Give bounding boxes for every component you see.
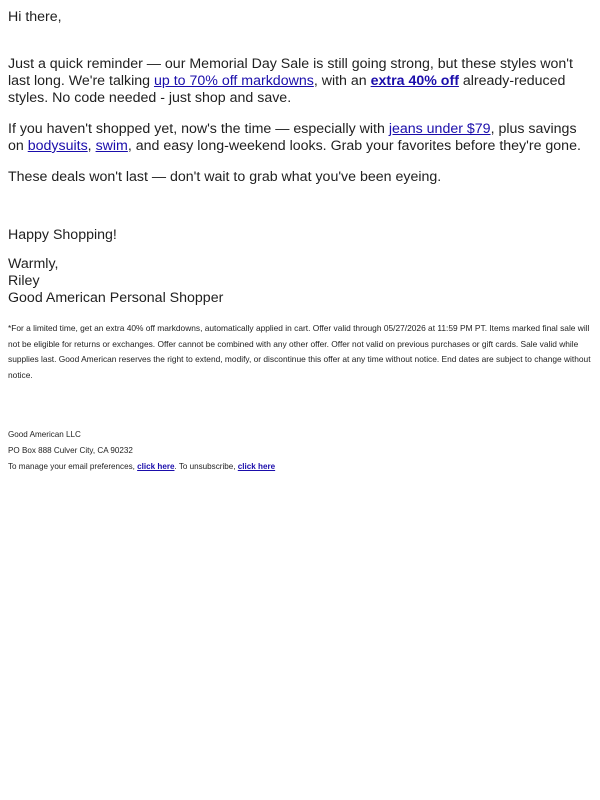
paragraph-text: Just a quick reminder — our Memorial Day Sale is still going strong, but these styles won't last long. We're talking bbox=[8, 56, 573, 89]
urgency-paragraph: These deals won't last — don't wait to grab what you've been eyeing. bbox=[8, 169, 442, 185]
greeting: Hi there, bbox=[8, 9, 62, 25]
paragraph-text: already-reduced styles. No code needed - just shop and save. bbox=[8, 73, 566, 106]
bodysuits-link[interactable]: bodysuits bbox=[27, 138, 88, 154]
jeans-link[interactable]: jeans under $79 bbox=[388, 121, 491, 137]
signer-name: Riley bbox=[8, 273, 40, 289]
footer-address: PO Box 888 Culver City, CA 90232 bbox=[8, 445, 133, 455]
shop-now-paragraph bbox=[8, 121, 592, 155]
markdowns-link[interactable]: up to 70% off markdowns bbox=[153, 73, 314, 89]
paragraph-text: , bbox=[87, 138, 96, 154]
paragraph-text: , and easy long-weekend looks. Grab your favorites before they're gone. bbox=[127, 138, 581, 154]
swim-link[interactable]: swim bbox=[95, 138, 128, 154]
footer bbox=[8, 427, 592, 474]
happy-shopping: Happy Shopping! bbox=[8, 227, 117, 243]
footer-text: To manage your email preferences, bbox=[8, 461, 138, 471]
paragraph-text: , plus savings on bbox=[8, 121, 577, 154]
signer-title: Good American Personal Shopper bbox=[8, 290, 224, 306]
paragraph-text: , with an bbox=[313, 73, 371, 89]
extra-40-off-link[interactable]: extra 40% off bbox=[370, 73, 459, 89]
paragraph-text: If you haven't shopped yet, now's the time — especially with bbox=[8, 121, 389, 137]
footer-text: . To unsubscribe, bbox=[174, 461, 238, 471]
footer-preferences bbox=[8, 459, 592, 475]
signoff-line: Warmly, bbox=[8, 256, 59, 272]
sale-reminder-paragraph bbox=[8, 56, 592, 107]
unsubscribe-link[interactable]: click here bbox=[237, 461, 276, 471]
email-body bbox=[8, 9, 592, 474]
manage-preferences-link[interactable]: click here bbox=[137, 461, 175, 471]
offer-disclaimer: *For a limited time, get an extra 40% off markdowns, automatically applied in cart. Offer valid through 05/27/2026 at 11:59 PM PT. Items marked final sale will not be eligible for returns or exchanges. Offer cannot be combined with any other offer. Offer not valid on previous purchases or gift cards. Sale valid while supplies last. Good American reserves the right to extend, modify, or discontinue this offer at any time without notice. End dates are subject to change without notice. bbox=[8, 323, 591, 380]
signature bbox=[8, 256, 592, 307]
footer-company: Good American LLC bbox=[8, 430, 81, 440]
